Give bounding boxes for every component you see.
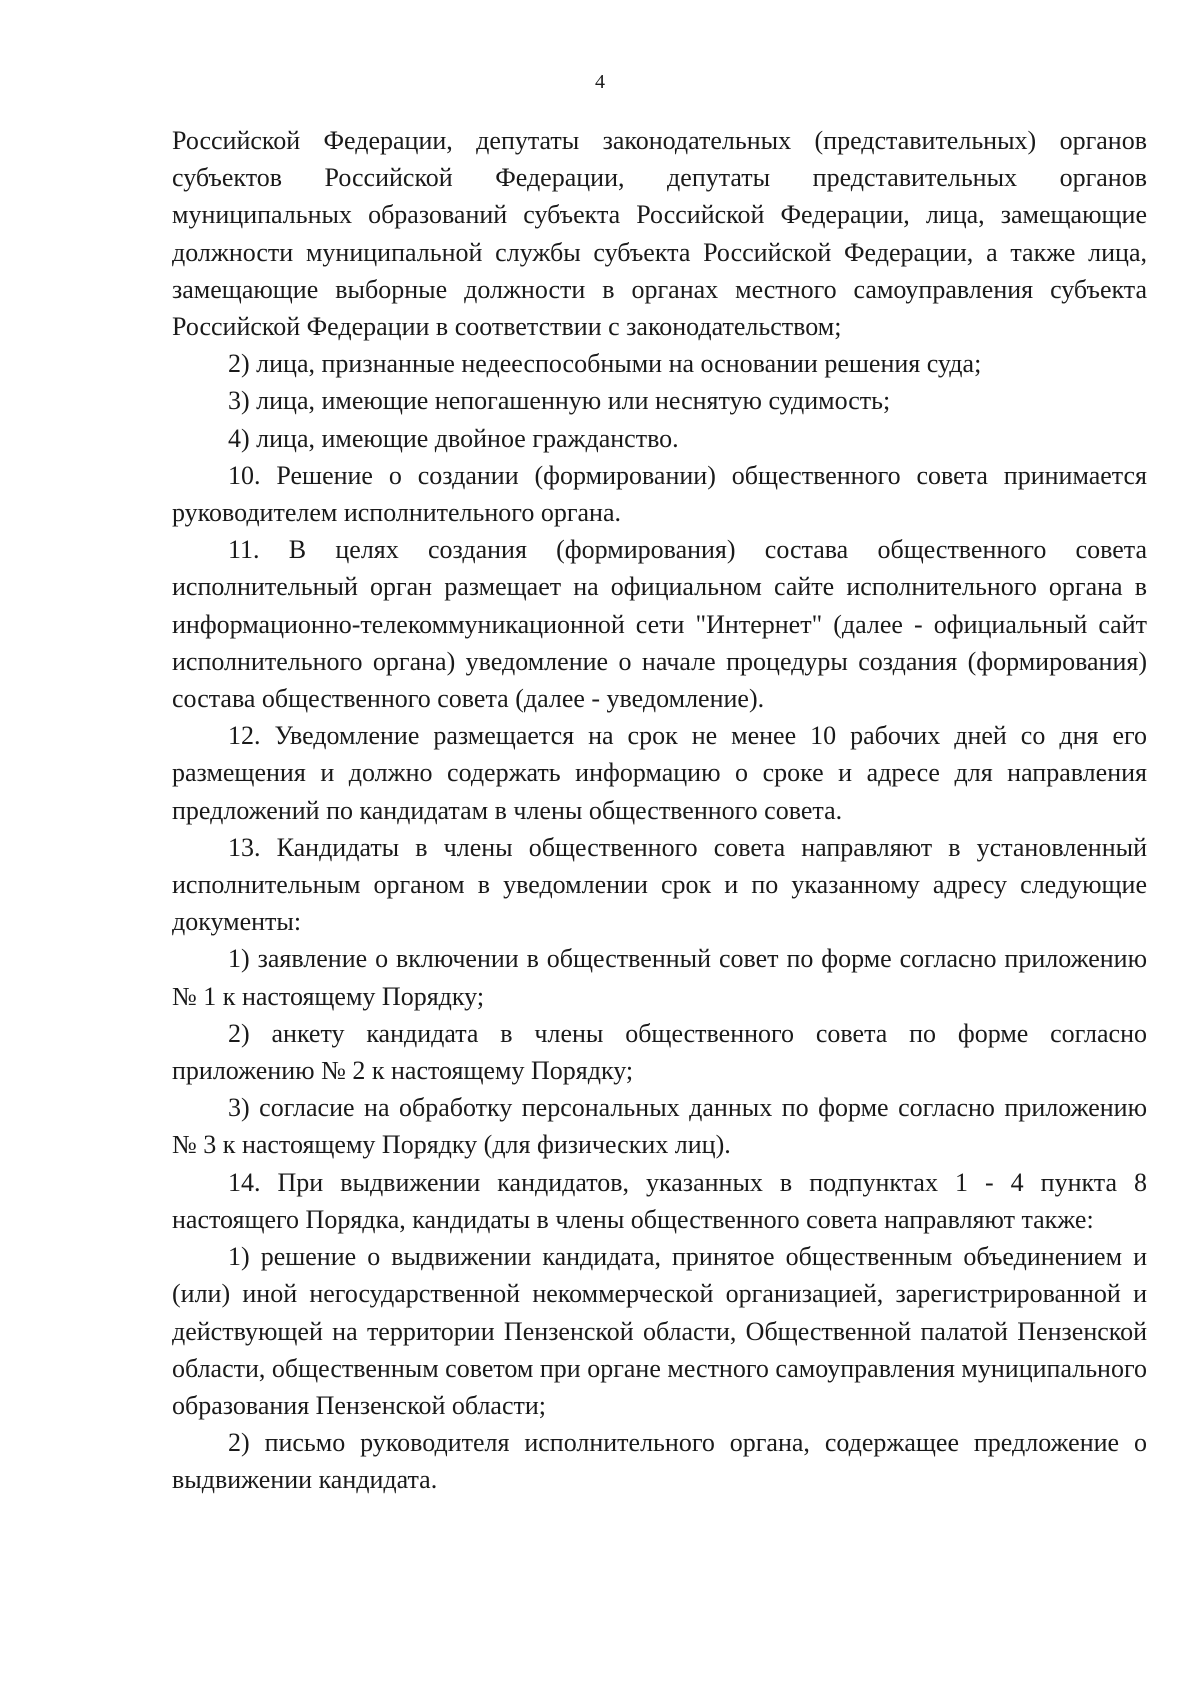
clause-14-item-1: 1) решение о выдвижении кандидата, принятое общественным объединением и (или) иной негосударственной некоммерческой организацией, зарегистрированной и действующей на территории Пензенской области, Общественной палатой Пензенской области, общественным советом при органе местного самоуправления муниципального образования Пензенской области; (172, 1242, 1147, 1420)
clause-14-item-2: 2) письмо руководителя исполнительного органа, содержащее предложение о выдвижении кандидата. (172, 1428, 1147, 1495)
document-body (172, 122, 1147, 1499)
clause-13: 13. Кандидаты в члены общественного совета направляют в установленный исполнительным органом в уведомлении срок и по указанному адресу следующие документы: (172, 832, 1147, 937)
clause-13-item-3: 3) согласие на обработку персональных данных по форме согласно приложению № 3 к настоящему Порядку (для физических лиц). (172, 1093, 1147, 1160)
clause-13-item-2: 2) анкету кандидата в члены общественного совета по форме согласно приложению № 2 к настоящему Порядку; (172, 1018, 1147, 1086)
page-number: 4 (595, 71, 605, 93)
list-item-2-incapacitated: 2) лица, признанные недееспособными на основании решения суда; (228, 349, 982, 379)
list-item-3-criminal-record: 3) лица, имеющие непогашенную или неснятую судимость; (228, 386, 891, 416)
paragraph-continuation: Российской Федерации, депутаты законодательных (представительных) органов субъектов Российской Федерации, депутаты представительных органов муниципальных образований субъекта Российской Федерации, лица, замещающие должности муниципальной службы субъекта Российской Федерации, а также лица, замещающие выборные должности в органах местного самоуправления субъекта Российской Федерации в соответствии с законодательством; (172, 126, 1147, 342)
list-item-4-dual-citizenship: 4) лица, имеющие двойное гражданство. (228, 423, 679, 453)
clause-12: 12. Уведомление размещается на срок не менее 10 рабочих дней со дня его размещения и должно содержать информацию о сроке и адресе для направления предложений по кандидатам в члены общественного совета. (172, 721, 1147, 825)
clause-11: 11. В целях создания (формирования) состава общественного совета исполнительный орган размещает на официальном сайте исполнительного органа в информационно-телекоммуникационной сети "Интернет" (далее - официальный сайт исполнительного органа) уведомление о начале процедуры создания (формирования) состава общественного совета (далее - уведомление). (172, 535, 1147, 714)
clause-14: 14. При выдвижении кандидатов, указанных в подпунктах 1 - 4 пункта 8 настоящего Порядка, кандидаты в члены общественного совета направляют также: (172, 1167, 1147, 1234)
clause-10: 10. Решение о создании (формировании) общественного совета принимается руководителем исполнительного органа. (172, 460, 1147, 528)
clause-13-item-1: 1) заявление о включении в общественный совет по форме согласно приложению № 1 к настоящему Порядку; (172, 944, 1147, 1011)
